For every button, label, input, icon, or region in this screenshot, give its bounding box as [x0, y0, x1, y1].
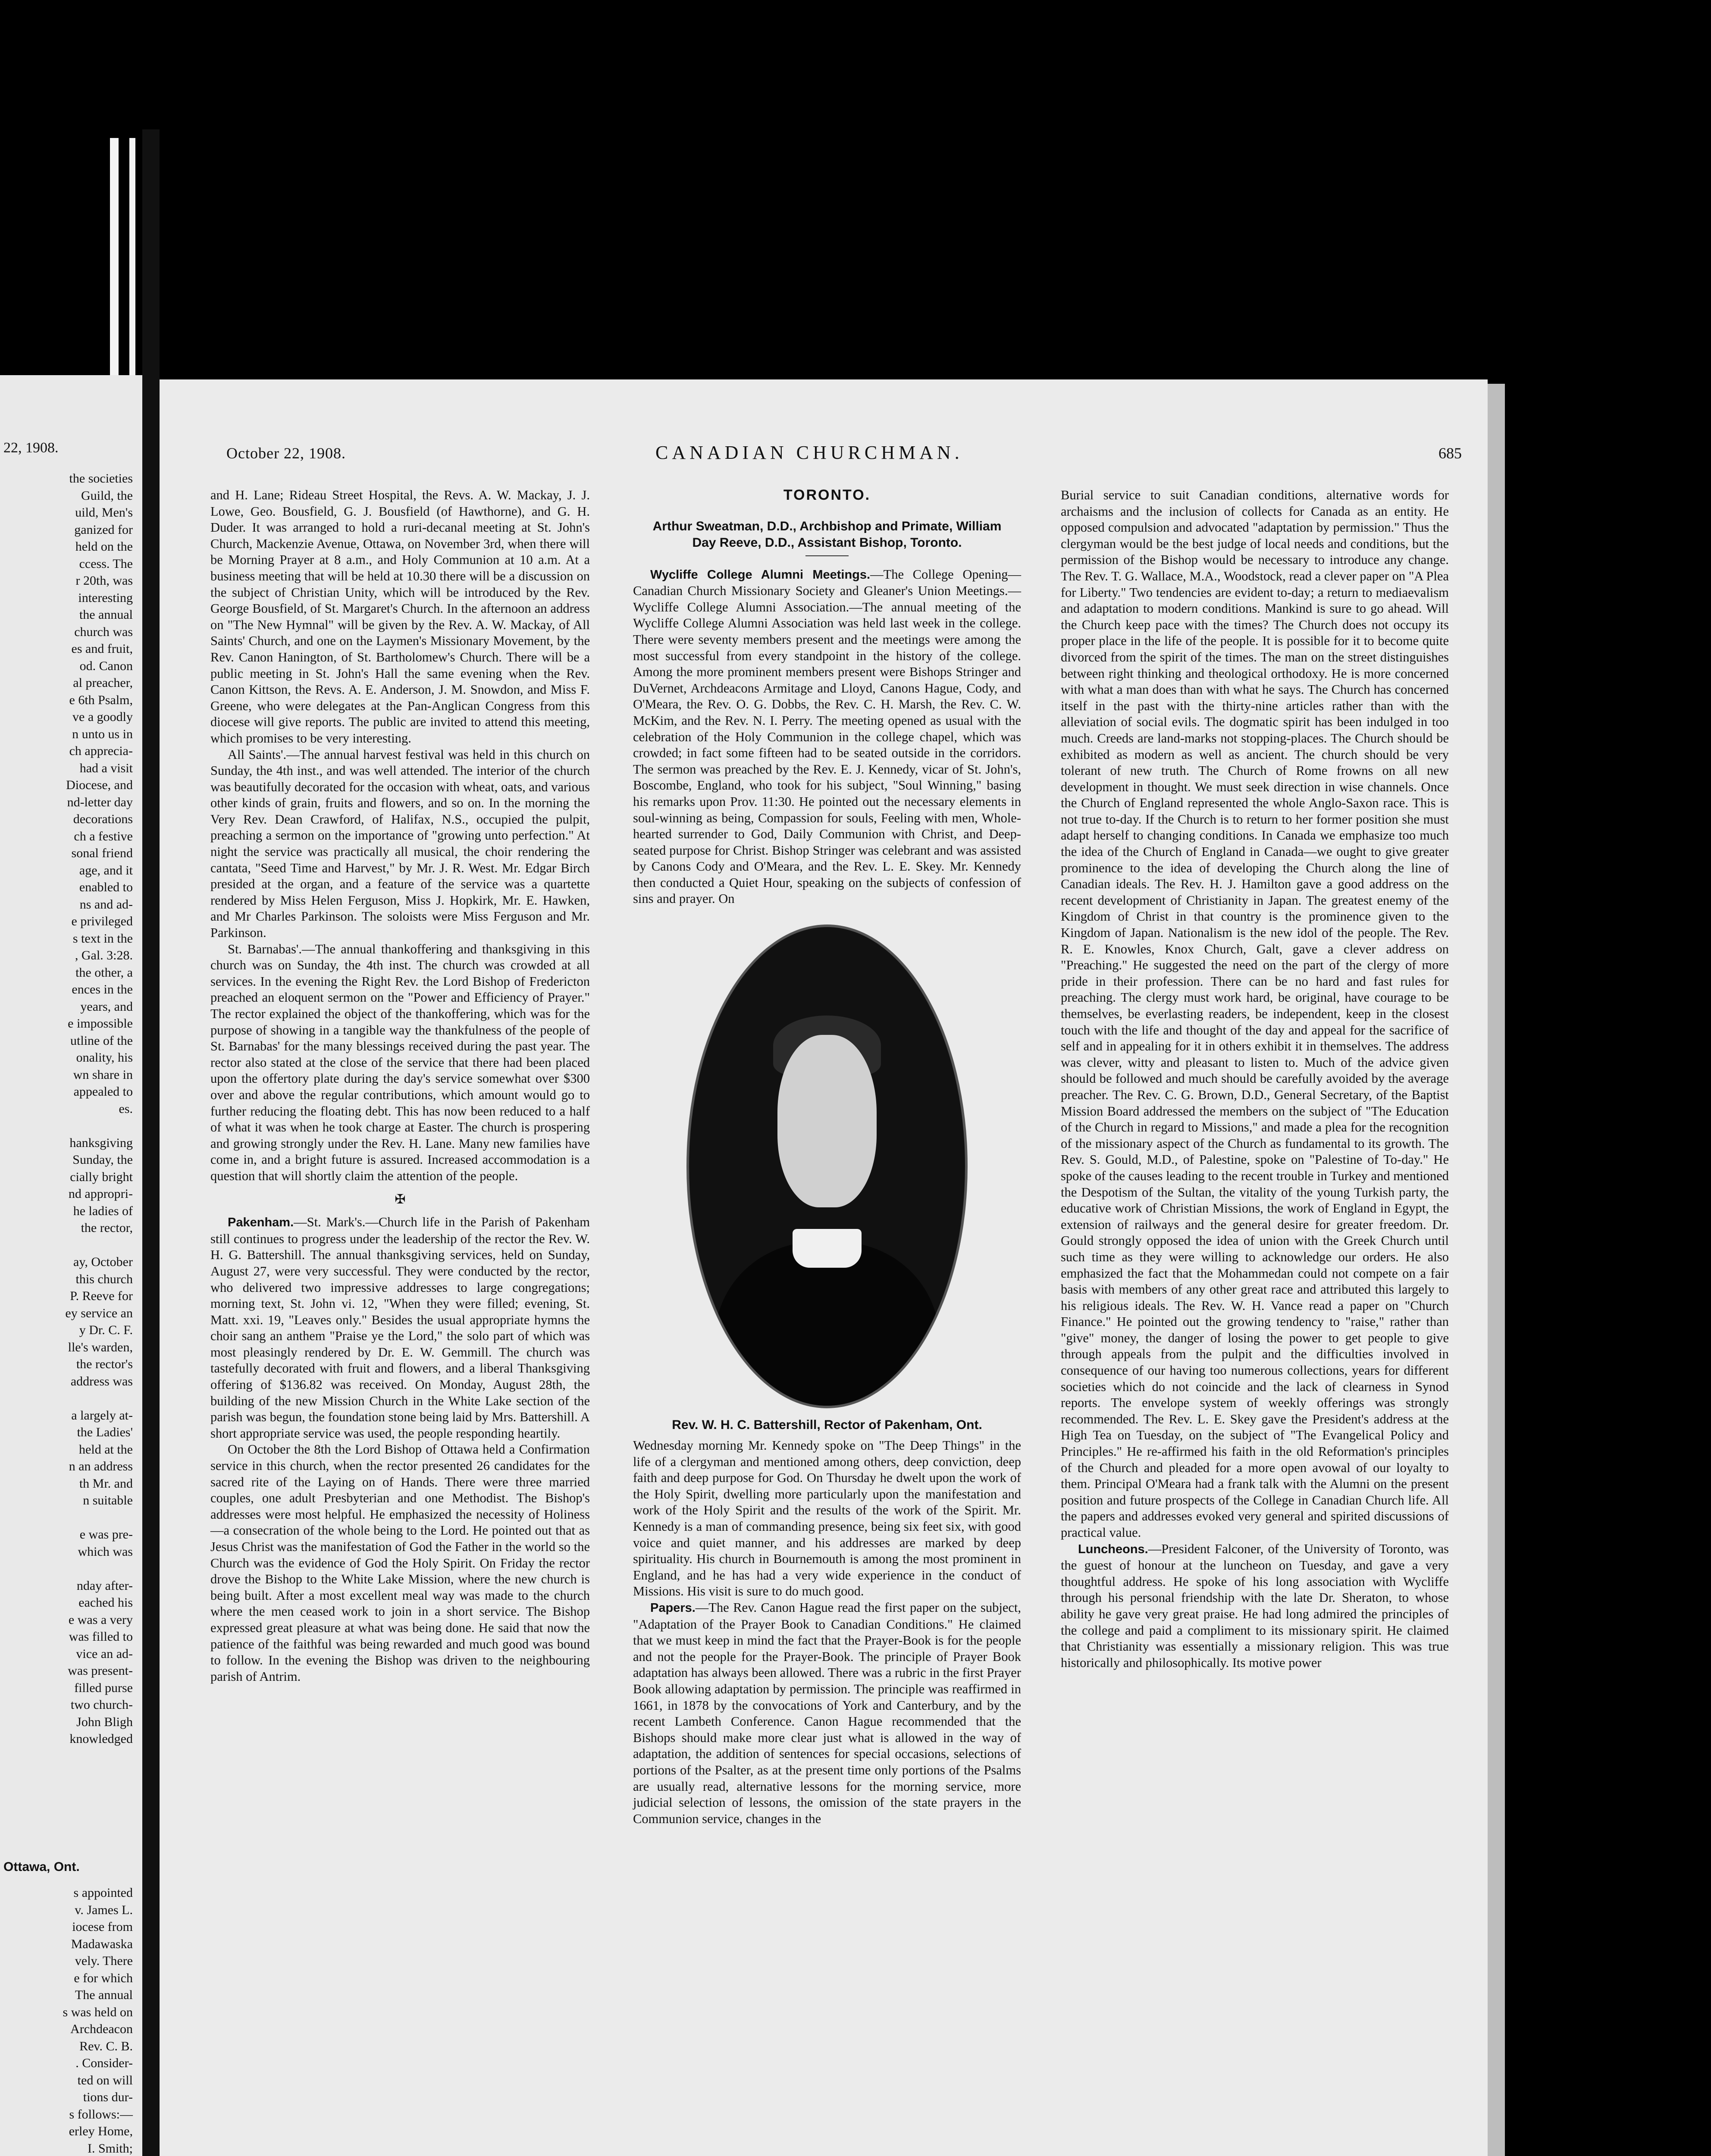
col2-paragraph: Wednesday morning Mr. Kennedy spoke on "The Deep Things" in the life of a clergyman and mentioned among others, deep conviction, deep faith and deep purpose for God. On Thursday he dwelt upon the work of the Holy Spirit, dwelling more particularly upon the manifestation and work of the Holy Spirit and the results of the work of the Spirit. Mr. Kennedy is a man of commanding presence, being six feet six, with good voice and quiet manner, and his addresses are marked by deep spirituality. His church in Bournemouth is among the most prominent in England, and he has had a very wide experience in the conduct of Missions. His visit is sure to do much good. [633, 1438, 1021, 1599]
column-2 [633, 487, 1021, 1827]
col1-paragraph: St. Barnabas'.—The annual thankoffering and thanksgiving in this church was on Sunday, the 4th inst. The church was crowded at all services. In the evening the Right Rev. the Lord Bishop of Fredericton preached an eloquent sermon on the "Power and Efficiency of Prayer." The rector explained the object of the thankoffering, which was for the purpose of showing in a tangible way the thankfulness of the people of St. Barnabas' for the many blessings received during the past year. The rector also stated at the close of the service that there had been placed upon the offertory plate during the day's service somewhat over $300 over and above the regular contributions, which amount would go to further reducing the floating debt. This has now been reduced to a half of what it was when he took charge at Easter. The church is prospering and growing strongly under the Rev. H. Lane. Many new families have come in, and a bright future is assured. Increased accommodation is a question that will shortly claim the attention of the people. [210, 941, 590, 1183]
paragraph-text: —President Falconer, of the University of Toronto, was the guest of honour at the luncheon on Tuesday, and gave a very thoughtful address. He spoke of his long association with Wycliffe through his personal friendship with the late Dr. Sheraton, to whose ability he gave very great praise. He had long admired the principles of the college and paid a compliment to its missionary spirit. He claimed that Christianity was essentially a missionary religion. This was true historically and philosophically. Its motive power [1061, 1541, 1449, 1670]
facing-page-text-2: s appointed v. James L. iocese from Madawaska vely. There e for which The annual s was held on Archdeacon Rev. C. B. . Consider- ted on will tions dur- s follows:— erley Home, I. Smith; [63, 1886, 133, 2156]
col1-paragraph: On October the 8th the Lord Bishop of Ottawa held a Confirmation service in this church, when the rector presented 26 candidates for the sacred rite of the Laying on of Hands. There were three married couples, one adult Presbyterian and one Methodist. The Bishop's addresses were most helpful. He emphasized the necessity of Holiness—a consecration of the whole being to the Lord. He pointed out that as Jesus Christ was the manifestation of God the Father in the world so the Church was the evidence of God the Holy Spirit. On Friday the rector drove the Bishop to the White Lake Mission, where the new church is being built. After a most excellent meal way was made to the church where the men ceased work to join in a short service. The Bishop expressed great pleasure at what was being done. He said that now the patience of the faithful was being rewarded and much good was bound to follow. In the evening the Bishop was driven to the neighbouring parish of Antrim. [210, 1442, 590, 1684]
col3-paragraph: Burial service to suit Canadian conditions, alternative words for archaisms and the inclusion of collects for Canada as an entity. He opposed compulsion and advocated "adaptation by permission." Thus the clergyman would be the best judge of local needs and conditions, but the permission of the Bishop would be necessary to introduce any change. The Rev. T. G. Wallace, M.A., Woodstock, read a clever paper on "A Plea for Liberty." Two tendencies are evident to-day; a return to mediaevalism and adaptation to modern conditions. Mankind is sure to go ahead. Will the Church keep pace with the times? The Church does not occupy its proper place in the life of the people. It is possible for it to become quite divorced from the spirit of the times. The man on the street distinguishes between right thinking and theological orthodoxy. He is more concerned with what a man does than with what he says. The Church has concerned itself in the past with the thirty-nine articles rather than with the alleviation of social evils. The dogmatic spirit has been indulged in too much. Creeds are land-marks not stopping-places. The Church should be exhibited as modern as well as ancient. The church should be very tolerant of new truth. The Church of Rome frowns on all new development in thought. We must seek direction in wise channels. Once the Church of England represented the whole Anglo-Saxon race. This is not true to-day. If the Church is to return to her former position she must adapt herself to changing conditions. In Canada we emphasize too much the idea of the Church of England in Canada—we ought to give greater prominence to the idea of developing the Church along the line of Canadian ideals. The Rev. H. J. Hamilton gave a good address on the recent development of Christianity in Japan. The greatest enemy of the Kingdom of Christ in that country is the prominence given to the Kingdom of Japan. Nationalism is the new idol of the people. The Rev. R. E. Knowles, Knox Church, Galt, gave a clever address on "Preaching." He suggested the need on the part of the clergy of more pride in their profession. There can be no hard and fast rules for preaching. The clergy must work hard, be original, have courage to be themselves, be everlasting readers, be independent, keep in the closest touch with the life and thought of the day and appeal for the sacrifice of self and in appealing for it in others exhibit it in themselves. The address was clever, witty and pleasant to listen to. Much of the advice given should be followed and much should be carefully avoided by the average preacher. The Rev. C. G. Brown, D.D., General Secretary, of the Baptist Mission Board addressed the members on the subject of "The Education of the Church in regard to Missions," and made a plea for the recognition of the missionary aspect of the Church as fundamental to its growth. The Rev. S. Gould, M.D., of Palestine, spoke on "Palestine of To-day." He spoke of the causes leading to the recent trouble in Turkey and mentioned the Despotism of the Sultan, the vitality of the young Turkish party, the educative work of Christian Missions, the work of England in Egypt, the extension of railways and the general desire for greater freedom. Dr. Gould strongly opposed the idea of union with the Greek Church until such time as they were willing to acknowledge our orders. He also emphasized the fact that the Mohammedan could not compete on a fair basis with members of any other great race and attributed this largely to his religious ideals. The Rev. W. H. Vance read a paper on "Church Finance." He pointed out the growing tendency to "raise," rather than "give" money, the danger of losing the power to get people to give through appeals from the pulpit and the difficulties involved in consequence of our having too numerous collections, years for different societies which do not coincide and the lack of clearness in Synod reports. The envelope system of weekly offerings was strongly recommended. The Rev. L. E. Skey gave the President's address at the High Tea on Tuesday, on the subject of "The Evangelical Policy and Principles." He re-affirmed his faith in the old Reformation's principles of the Church and pleaded for a more open avowal of our loyalty to them. Principal O'Meara had a frank talk with the Alumni on the present position and future prospects of the College in Canadian Church life. All the papers and addresses evoked very general and spirited discussions of practical value. [1061, 488, 1449, 1540]
newspaper-page [160, 379, 1488, 2156]
runin-heading: Wycliffe College Alumni Meetings. [650, 567, 871, 582]
masthead: CANADIAN CHURCHMAN. [655, 442, 963, 463]
facing-page-date: 22, 1908. [3, 440, 59, 456]
issue-date: October 22, 1908. [226, 445, 346, 462]
section-title: TORONTO. [783, 487, 871, 503]
runin-heading: Luncheons. [1078, 1542, 1148, 1556]
facing-page [0, 375, 142, 2156]
runin-heading: Pakenham. [228, 1216, 294, 1230]
paragraph-text: —The College Opening—Canadian Church Missionary Society and Gleaner's Union Meetings.—Wycliffe College Alumni Association.—The annual meeting of the Wycliffe College Alumni Association was held last week in the college. There were seventy members present and the meetings were among the most successful from every standpoint in the history of the college. Among the more prominent members present were Bishops Stringer and DuVernet, Archdeacons Armitage and Lloyd, Canons Hague, Cody, and O'Meara, the Rev. O. G. Dobbs, the Rev. C. H. Marsh, the Rev. C. W. McKim, and the Rev. N. I. Perry. The meeting opened as usual with the celebration of the Holy Communion in the college chapel, which was crowded; in fact some fifteen had to be seated outside in the corridors. The sermon was preached by the Rev. E. J. Kennedy, vicar of St. John's, Boscombe, England, who took for his subject, "Soul Winning," basing his remarks upon Prov. 11:30. He pointed out the necessary elements in soul-winning as being, Compassion for souls, Feeling with men, Whole-hearted surrender to God, Daily Communion with Christ, and Deep-seated purpose for Christ. Bishop Stringer was celebrant and was assisted by Canons Cody and O'Meara, and the Rev. L. E. Skey. Mr. Kennedy then conducted a Quiet Hour, speaking on the subjects of confession of sins and prayer. On [633, 567, 1021, 906]
portrait-caption: Rev. W. H. C. Battershill, Rector of Pakenham, Ont. [672, 1418, 982, 1432]
col1-paragraph [210, 1214, 590, 1442]
column-3 [1061, 487, 1449, 1671]
col2-paragraph [633, 567, 1021, 907]
left-margin-bar-1 [110, 138, 119, 414]
facing-page-heading: Ottawa, Ont. [3, 1860, 80, 1874]
column-1 [210, 487, 590, 1685]
portrait-collar [793, 1229, 862, 1268]
section-divider-mark: ✠ [395, 1192, 406, 1206]
runin-heading: Papers. [650, 1601, 696, 1615]
rule [805, 555, 849, 556]
facing-page-text: the societies Guild, the uild, Men's ganized for held on the ccess. The r 20th, was interesting the annual church was es and fruit, od. Canon al preacher, e 6th Psalm, ve a goodly n unto us in ch apprecia- had a visit Diocese, and nd-letter day decorations ch a festive sonal friend age, and it enabled to ns and ad- e privileged s text in the , Gal. 3:28. the other, a ences in the years, and e impossible utline of the onality, his wn share in appealed to es. hanksgiving Sunday, the cially bright nd appropri- he ladies of the rector, ay, October this church P. Reeve for ey service an y Dr. C. F. lle's warden, the rector's address was a largely at- the Ladies' held at the n an address th Mr. and n suitable e was pre- which was nday after- eached his e was a very was filled to vice an ad- was present- filled purse two church- John Bligh knowledged [65, 471, 133, 1746]
col3-paragraph [1061, 1541, 1449, 1671]
portrait-photo [686, 924, 968, 1408]
portrait-face [777, 1035, 877, 1207]
paragraph-text: —St. Mark's.—Church life in the Parish of Pakenham still continues to progress under the leadership of the rector the Rev. W. H. G. Battershill. The annual thanksgiving services, held on Sunday, August 27, were very successful. They were conducted by the rector, who delivered two impressive addresses to large congregations; morning text, St. John vi. 12, "When they were filled; evening, St. Matt. xxi. 19, "Leaves only." Besides the usual appropriate hymns the choir sang an anthem "Praise ye the Lord," the solo part of which was most pleasingly rendered by Dr. E. W. Gemmill. The church was tastefully decorated with fruit and flowers, and a liberal Thanksgiving offering of $136.82 was received. On Monday, August 28th, the building of the new Mission Church in the White Lake section of the parish was begun, the foundation stone being laid by Mrs. Battershill. A short appropriate service was used, the people responding heartily. [210, 1215, 590, 1441]
paragraph-text: —The Rev. Canon Hague read the first paper on the subject, "Adaptation of the Prayer Book to Canadian Conditions." He claimed that we must keep in mind the fact that the Prayer-Book is for the people and not the people for the Prayer-Book. The principle of Prayer Book adaptation has always been allowed. There was a rubric in the first Prayer Book allowing adaptation by permission. The principle was reaffirmed in 1661, in 1878 by the convocations of York and Canterbury, and by the recent Lambeth Conference. Canon Hague recommended that the Bishops should make more clear just what is allowed in the way of adaptation, the addition of sentences for special occasions, selections of portions of the Psalter, as at the present time only portions of the Psalms are usually read, alternative lessons for the morning service, more judicial selection of lessons, the omission of the state prayers in the Communion service, changes in the [633, 1600, 1021, 1826]
gutter-shadow [142, 129, 160, 2156]
col1-paragraph: and H. Lane; Rideau Street Hospital, the Revs. A. W. Mackay, J. J. Lowe, Geo. Bousfield, G. J. Bousfield (of Hawthorne), and G. H. Duder. It was arranged to hold a ruri-decanal meeting at St. John's Church, Mackenzie Avenue, Ottawa, on November 3rd, when there will be Morning Prayer at 8 a.m., and Holy Communion at 10 a.m. At a business meeting that will be held at 10.30 there will be a discussion on the subject of Christian Unity, which will be introduced by the Rev. George Bousfield, of St. Margaret's Church. In the afternoon an address on "The New Hymnal" will be given by the Rev. A. W. Mackay, of All Saints' Church, and one on the Laymen's Missionary Movement, by the Rev. Canon Hanington, of St. Bartholomew's Church. There will be a public meeting in St. John's Hall the same evening when the Rev. Canon Kittson, the Revs. A. E. Anderson, J. M. Snowdon, and Miss F. Greene, who were delegates at the Pan-Anglican Congress from this diocese will give reports. The public are invited to attend this meeting, which promises to be very interesting. [210, 488, 590, 746]
section-subheading: Arthur Sweatman, D.D., Archbishop and Primate, William Day Reeve, D.D., Assistant Bishop, Toronto. [652, 519, 1002, 550]
running-head [160, 444, 1488, 466]
right-page-edges [1488, 384, 1505, 2156]
portrait-figure [633, 924, 1021, 1433]
col2-paragraph [633, 1600, 1021, 1827]
left-margin-bar-2 [129, 138, 135, 414]
col1-paragraph: All Saints'.—The annual harvest festival was held in this church on Sunday, the 4th inst., and was well attended. The interior of the church was beautifully decorated for the occasion with wheat, oats, and various other kinds of grain, fruits and flowers, and so on. In the morning the Very Rev. Dean Crawford, of Halifax, N.S., occupied the pulpit, preaching a sermon on the importance of "growing unto perfection." At night the service was practically all musical, the choir rendering the cantata, "Seed Time and Harvest," by Mr. J. R. West. Mr. Edgar Birch presided at the organ, and a feature of the service was a quartette rendered by Miss Helen Ferguson, Miss J. Hopkirk, Mr. E. Hawken, and Mr Charles Parkinson. The soloists were Miss Ferguson and Mr. Parkinson. [210, 747, 590, 940]
page-number: 685 [1438, 445, 1462, 462]
